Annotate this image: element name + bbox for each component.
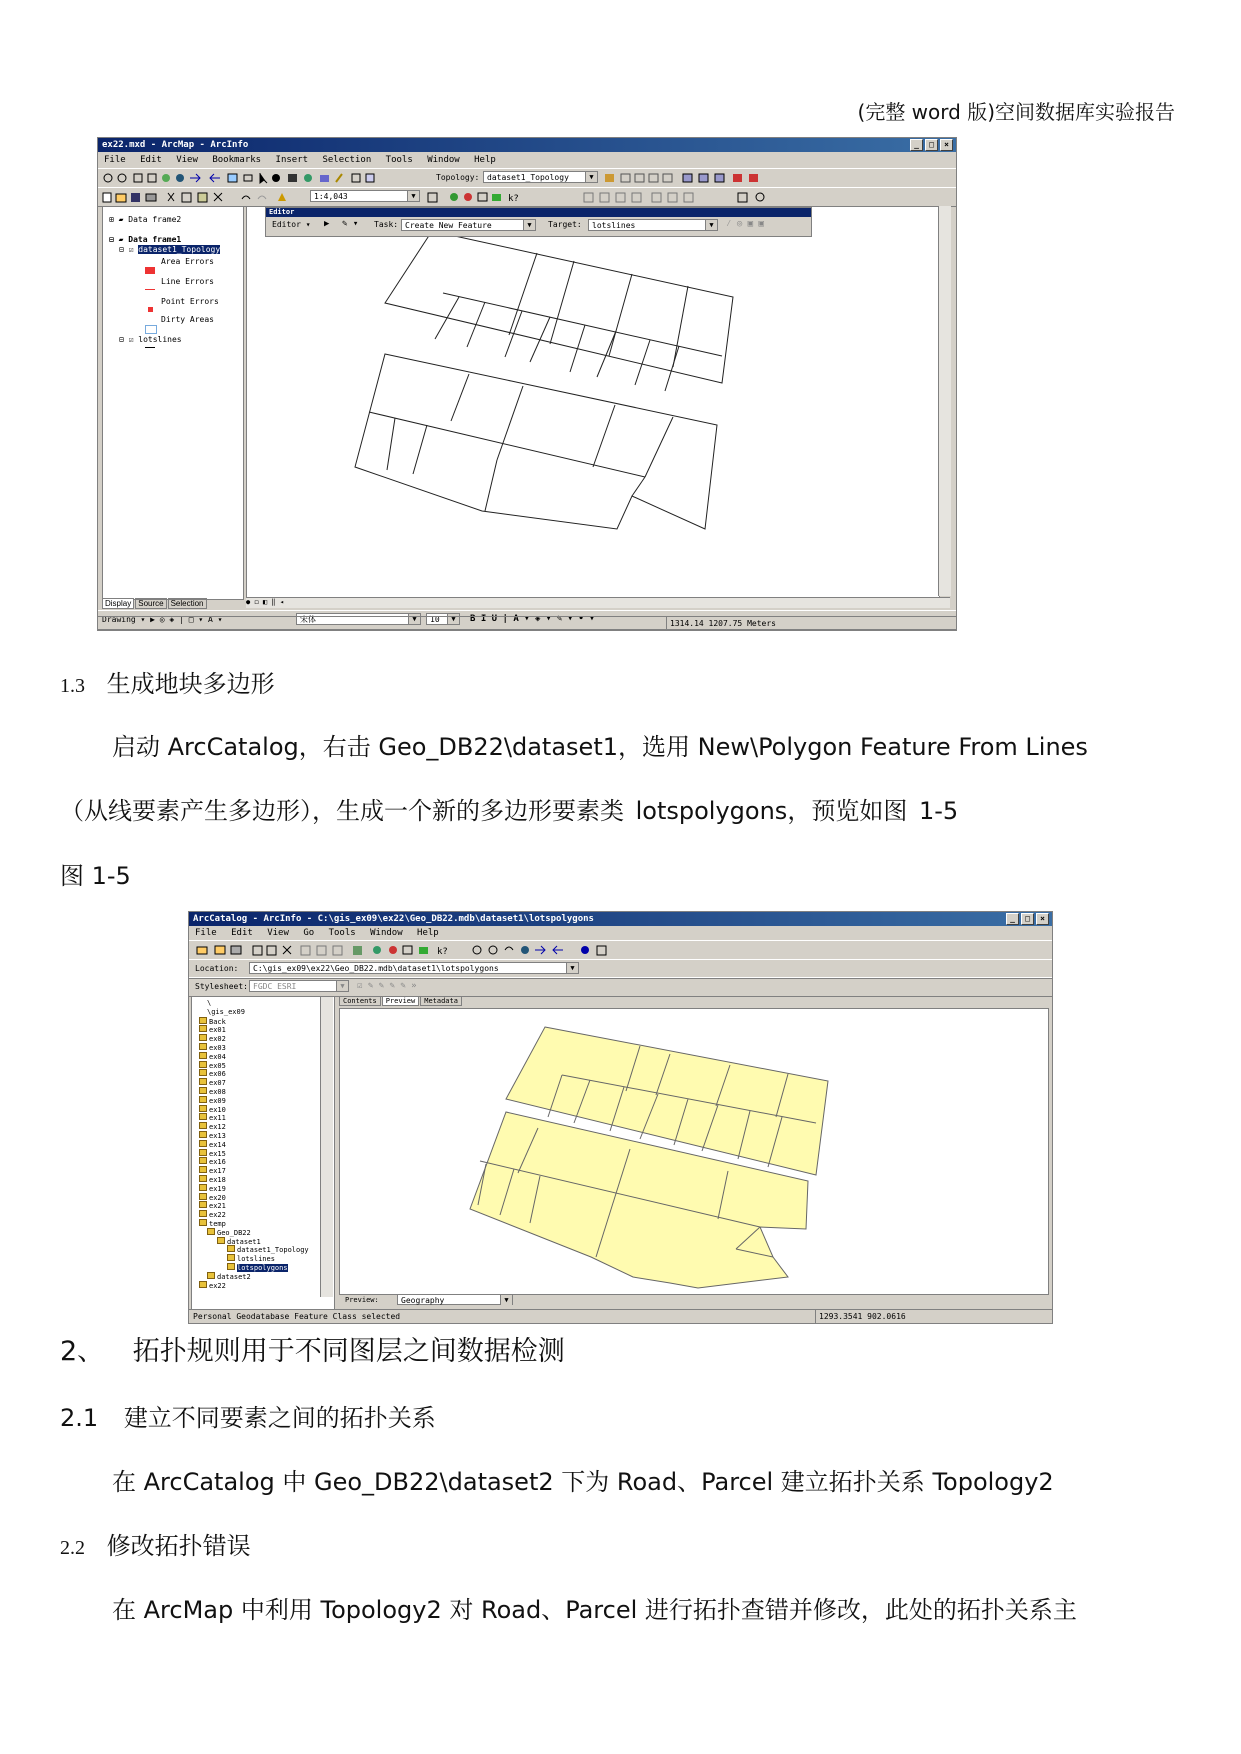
arccatalog-menubar <box>189 926 1052 940</box>
map-vertical-scrollbar[interactable] <box>938 206 951 596</box>
lotslines-swatch <box>145 347 155 348</box>
target-select[interactable]: lotslines ▼ <box>588 219 718 231</box>
maximize-button[interactable]: □ <box>925 139 938 151</box>
tree-item-label: ex13 <box>209 1132 226 1140</box>
tree-item[interactable] <box>199 1122 226 1131</box>
status-message: Personal Geodatabase Feature Class selected <box>193 1312 401 1321</box>
tree-item-label: ex09 <box>209 1096 226 1105</box>
tree-item[interactable] <box>199 1157 226 1166</box>
preview-type-select[interactable]: Geography ▼ <box>397 1294 513 1305</box>
folder-icon <box>199 1069 207 1076</box>
arcmap-screenshot <box>97 137 957 631</box>
folder-icon <box>199 1131 207 1138</box>
folder-icon <box>217 1237 225 1244</box>
menu-file[interactable]: File <box>195 928 217 938</box>
folder-icon <box>199 1281 207 1288</box>
tree-item[interactable] <box>227 1263 288 1272</box>
maximize-button[interactable]: □ <box>1021 913 1034 925</box>
toc-dirty-areas: Dirty Areas <box>161 315 214 324</box>
section-2-title: 拓扑规则用于不同图层之间数据检测 <box>132 1336 565 1367</box>
editing-tool-icons[interactable] <box>426 191 796 203</box>
tree-item[interactable] <box>199 1052 226 1061</box>
toc-item-lotslines[interactable]: ⊟ ☑ lotslines <box>119 335 182 344</box>
tree-item[interactable] <box>199 1193 226 1202</box>
paragraph-3: 在 ArcMap 中利用 Topology2 对 Road、Parcel 进行拓扑查错并修改，此处的拓扑关系主 <box>112 1596 1077 1624</box>
tree-item[interactable] <box>199 1175 226 1184</box>
tab-selection[interactable]: Selection <box>168 598 207 609</box>
font-size-value: 10 <box>430 615 440 624</box>
font-select-value: 宋体 <box>300 615 316 624</box>
editor-extra-icons[interactable]: ⁄ ◎ ▣ ▣ <box>726 219 764 229</box>
menu-help[interactable]: Help <box>474 155 496 165</box>
tree-item-label: ex04 <box>209 1052 226 1061</box>
tree-item-label: temp <box>209 1220 226 1228</box>
menu-view[interactable]: View <box>267 928 289 938</box>
section-2-heading <box>60 1336 565 1368</box>
toc-point-errors: Point Errors <box>161 297 219 306</box>
lotslines-map <box>247 207 939 597</box>
folder-icon <box>199 1140 207 1147</box>
tree-item[interactable] <box>199 1017 226 1026</box>
folder-icon <box>199 1025 207 1032</box>
tree-item[interactable] <box>199 1166 226 1175</box>
tool-icons-row[interactable] <box>102 172 432 184</box>
folder-icon <box>199 1017 207 1024</box>
folder-icon <box>199 1113 207 1120</box>
text-format-icons[interactable]: B I U | A ▾ ◈ ▾ ✎ ▾ • ▾ <box>470 614 595 624</box>
arccatalog-statusbar <box>189 1309 1052 1323</box>
tree-item-label: dataset1_Topology <box>237 1246 309 1255</box>
editor-menu[interactable]: Editor ▾ <box>272 220 311 229</box>
svg-text:k?: k? <box>508 194 519 203</box>
toc-tabs <box>102 598 207 609</box>
menu-insert[interactable]: Insert <box>275 155 309 165</box>
map-scale-select[interactable]: 1:4,043 ▼ <box>310 190 420 202</box>
folder-icon <box>207 1272 215 1279</box>
tree-item-label: ex11 <box>209 1114 226 1123</box>
status-coordinates: 1314.14 1207.75 Meters <box>666 617 776 630</box>
map-scale-value: 1:4,043 <box>314 192 348 201</box>
menu-window[interactable]: Window <box>427 155 460 165</box>
tree-item[interactable] <box>199 1087 226 1096</box>
location-label: Location: <box>195 964 239 973</box>
tree-item-label: ex02 <box>209 1035 226 1044</box>
tab-contents[interactable]: Contents <box>339 996 381 1006</box>
toc-item-frame1[interactable]: ⊟ ▰ Data frame1 <box>109 235 182 244</box>
tree-item[interactable] <box>199 1061 226 1070</box>
tree-item-label: ex17 <box>209 1167 226 1176</box>
map-horizontal-scrollbar[interactable]: ● ◻ ◧ ‖ ◂ <box>246 597 950 608</box>
tree-item[interactable] <box>199 1149 226 1158</box>
tree-item[interactable] <box>199 1201 226 1210</box>
folder-icon <box>199 1078 207 1085</box>
folder-icon <box>199 1052 207 1059</box>
section-2-2-number: 2.2 <box>60 1537 85 1559</box>
tree-item-label: ex20 <box>209 1193 226 1202</box>
folder-icon <box>199 1193 207 1200</box>
tree-item-label: ex22 <box>209 1281 226 1290</box>
tree-item[interactable] <box>199 1043 226 1052</box>
arcmap-toolbar-standard <box>98 187 956 207</box>
folder-icon <box>199 1034 207 1041</box>
editor-toolbar <box>265 207 812 237</box>
section-2-1-heading <box>60 1402 436 1434</box>
tab-preview[interactable]: Preview <box>382 996 420 1006</box>
section-2-number: 2、 <box>60 1336 105 1367</box>
topology-select[interactable]: dataset1_Topology ▼ <box>483 171 598 183</box>
menu-file[interactable]: File <box>104 155 126 165</box>
close-button[interactable]: × <box>1036 913 1049 925</box>
tree-item[interactable] <box>199 1008 245 1016</box>
section-2-1-title: 建立不同要素之间的拓扑关系 <box>123 1404 436 1432</box>
status-coordinates: 1293.3541 902.0616 <box>815 1310 906 1323</box>
tree-item[interactable] <box>199 1078 226 1087</box>
preview-type-value: Geography <box>401 1296 445 1305</box>
arccatalog-toolbar <box>189 940 1052 960</box>
metadata-tool-icons[interactable]: ☑ ✎ ✎ ✎ ✎ » <box>357 981 417 991</box>
tree-item[interactable] <box>227 1245 309 1254</box>
preview-label: Preview: <box>345 1296 379 1304</box>
arcmap-title: ex22.mxd - ArcMap - ArcInfo <box>102 140 249 150</box>
tree-item-label: ex08 <box>209 1088 226 1096</box>
stylesheet-bar <box>189 977 1052 997</box>
preview-area[interactable] <box>339 1008 1049 1295</box>
folder-icon <box>199 1000 205 1005</box>
tree-item-label: ex19 <box>209 1184 226 1193</box>
section-2-1-number: 2.1 <box>60 1404 99 1432</box>
tree-item-label: ex01 <box>209 1026 226 1035</box>
tree-item-label: ex18 <box>209 1176 226 1184</box>
folder-icon <box>199 1184 207 1191</box>
tree-item[interactable] <box>199 1025 226 1034</box>
tree-item-label: ex16 <box>209 1158 226 1167</box>
folder-icon <box>199 1175 207 1182</box>
folder-icon <box>199 1096 207 1103</box>
preview-bar <box>339 1293 1047 1307</box>
section-1-3-title: 生成地块多边形 <box>106 670 275 698</box>
tree-item-label: lotslines <box>237 1255 275 1264</box>
sketch-tool-icon[interactable]: ✎ ▾ <box>342 219 359 229</box>
tree-item[interactable] <box>199 1096 226 1105</box>
arcmap-statusbar <box>98 616 956 630</box>
figure-caption: 图 1-5 <box>60 862 131 890</box>
tree-scrollbar[interactable] <box>320 997 333 1297</box>
stylesheet-value: FGDC ESRI <box>253 982 297 991</box>
edit-tool-icon[interactable]: ▶ <box>324 219 330 229</box>
tree-item-label: ex22 <box>209 1211 226 1220</box>
menu-edit[interactable]: Edit <box>140 155 162 165</box>
section-1-3-heading <box>60 668 275 702</box>
paragraph-2: 在 ArcCatalog 中 Geo_DB22\dataset2 下为 Road、Parcel 建立拓扑关系 Topology2 <box>112 1468 1054 1496</box>
folder-icon <box>199 1166 207 1173</box>
arcmap-toolbar-tools <box>98 168 956 188</box>
folder-icon <box>199 1061 207 1068</box>
tree-item-label: ex07 <box>209 1079 226 1088</box>
tab-source[interactable]: Source <box>135 598 166 609</box>
tree-item-label: ex10 <box>209 1105 226 1114</box>
section-2-2-heading <box>60 1530 251 1564</box>
tree-item-label: dataset2 <box>217 1272 251 1281</box>
catalog-tree <box>191 996 335 1310</box>
topology-tool-icons[interactable] <box>603 172 803 184</box>
editor-title: Editor <box>266 208 811 217</box>
section-1-3-number: 1.3 <box>60 675 85 697</box>
tree-item[interactable] <box>199 1210 226 1219</box>
document-header: (完整 word 版)空间数据库实验报告 <box>857 100 1175 124</box>
tree-item[interactable] <box>217 1237 261 1246</box>
task-select-value: Create New Feature <box>405 221 492 230</box>
tree-item-label: \ <box>207 999 212 1007</box>
task-select[interactable]: Create New Feature ▼ <box>401 219 536 231</box>
menu-selection[interactable]: Selection <box>322 155 372 165</box>
menu-tools[interactable]: Tools <box>328 928 356 938</box>
stylesheet-select[interactable]: FGDC ESRI ▼ <box>249 980 349 992</box>
menu-window[interactable]: Window <box>370 928 403 938</box>
tree-item-label: ex21 <box>209 1202 226 1211</box>
folder-icon <box>227 1254 235 1261</box>
menu-help[interactable]: Help <box>417 928 439 938</box>
menu-go[interactable]: Go <box>303 928 315 938</box>
catalog-tabs <box>339 996 462 1006</box>
arcmap-menubar <box>98 153 956 167</box>
table-of-contents <box>102 206 244 600</box>
arccatalog-titlebar <box>189 912 1052 926</box>
tree-item[interactable] <box>199 1034 226 1043</box>
menu-bookmarks[interactable]: Bookmarks <box>212 155 262 165</box>
tree-item-label: ex05 <box>209 1061 226 1070</box>
close-button[interactable]: × <box>940 139 953 151</box>
location-value: C:\gis_ex09\ex22\Geo_DB22.mdb\dataset1\lotspolygons <box>253 964 499 973</box>
folder-icon <box>199 1043 207 1050</box>
tree-item[interactable] <box>207 1272 251 1281</box>
toc-item-topology[interactable]: ⊟ ☑ dataset1_Topology <box>119 245 221 254</box>
toc-area-errors: Area Errors <box>161 257 214 266</box>
folder-icon <box>199 1122 207 1129</box>
drawing-menu[interactable]: Drawing ▾ ▶ ◎ ◈ | □ ▾ A ▾ <box>102 615 223 624</box>
topology-select-value: dataset1_Topology <box>487 173 569 182</box>
tree-item[interactable] <box>199 1281 226 1290</box>
location-input[interactable]: C:\gis_ex09\ex22\Geo_DB22.mdb\dataset1\lotspolygons ▼ <box>249 962 579 974</box>
section-2-2-title: 修改拓扑错误 <box>106 1532 251 1560</box>
tree-item-label: Back <box>209 1017 226 1026</box>
minimize-button[interactable]: _ <box>910 139 923 151</box>
standard-tool-icons[interactable] <box>102 191 302 203</box>
folder-icon <box>199 1149 207 1156</box>
line-error-swatch <box>145 289 155 290</box>
font-size-select[interactable]: 10 ▼ <box>426 613 460 625</box>
tree-item[interactable] <box>199 1184 226 1193</box>
paragraph-1-line2: （从线要素产生多边形），生成一个新的多边形要素类 lotspolygons，预览如图 1-5 <box>60 797 959 825</box>
tree-item-label: \gis_ex09 <box>207 1007 245 1016</box>
tree-item[interactable] <box>199 1219 226 1228</box>
tree-item-label: ex12 <box>209 1123 226 1132</box>
folder-icon <box>199 1105 207 1112</box>
menu-tools[interactable]: Tools <box>385 155 413 165</box>
tree-item-label: lotspolygons <box>237 1264 288 1272</box>
location-bar <box>189 959 1052 979</box>
tree-item-label: ex03 <box>209 1044 226 1052</box>
tab-metadata[interactable]: Metadata <box>420 996 462 1006</box>
tree-item[interactable] <box>207 1228 251 1237</box>
tree-item[interactable] <box>199 1069 226 1078</box>
stylesheet-label: Stylesheet: <box>195 982 248 991</box>
folder-icon <box>227 1245 235 1252</box>
folder-icon <box>199 1087 207 1094</box>
task-label: Task: <box>374 220 399 229</box>
arccatalog-title: ArcCatalog - ArcInfo - C:\gis_ex09\ex22\Geo_DB22.mdb\dataset1\lotspolygons <box>193 914 594 924</box>
tree-item[interactable] <box>199 1140 226 1149</box>
folder-icon <box>199 1210 207 1217</box>
menu-edit[interactable]: Edit <box>231 928 253 938</box>
tab-display[interactable]: Display <box>102 598 134 609</box>
tree-item[interactable] <box>199 1105 226 1114</box>
toc-line-errors: Line Errors <box>161 277 214 286</box>
font-select[interactable]: 宋体 ▼ <box>296 613 421 625</box>
point-error-swatch <box>148 307 153 312</box>
topology-label: Topology: <box>436 173 480 182</box>
tree-item-label: ex15 <box>209 1149 226 1158</box>
folder-icon <box>227 1263 235 1270</box>
tree-item[interactable] <box>199 1113 226 1122</box>
arccatalog-screenshot <box>188 911 1053 1324</box>
catalog-tool-icons[interactable] <box>195 944 735 956</box>
folder-icon <box>199 1157 207 1164</box>
folder-icon <box>207 1228 215 1235</box>
folder-icon <box>199 1219 207 1226</box>
tree-item[interactable] <box>227 1254 275 1263</box>
map-view[interactable] <box>246 206 940 598</box>
dirty-area-swatch <box>145 325 157 334</box>
tree-item-label: dataset1 <box>227 1237 261 1246</box>
menu-view[interactable]: View <box>176 155 198 165</box>
tree-item-label: ex06 <box>209 1070 226 1079</box>
area-error-swatch <box>145 267 155 274</box>
target-select-value: lotslines <box>592 221 636 230</box>
tree-item-label: ex14 <box>209 1140 226 1149</box>
tree-item[interactable] <box>199 1131 226 1140</box>
arcmap-titlebar <box>98 138 956 152</box>
minimize-button[interactable]: _ <box>1006 913 1019 925</box>
folder-icon <box>199 1009 205 1014</box>
tree-item-label: Geo_DB22 <box>217 1228 251 1237</box>
folder-icon <box>199 1201 207 1208</box>
toc-item-frame2[interactable]: ⊞ ▰ Data frame2 <box>109 215 182 224</box>
target-label: Target: <box>548 220 582 229</box>
tree-item[interactable] <box>199 999 211 1007</box>
paragraph-1-line1: 启动 ArcCatalog，右击 Geo_DB22\dataset1，选用 New\Polygon Feature From Lines <box>112 733 1088 761</box>
svg-text:k?: k? <box>437 947 448 956</box>
lotspolygons-preview <box>340 1009 1048 1294</box>
